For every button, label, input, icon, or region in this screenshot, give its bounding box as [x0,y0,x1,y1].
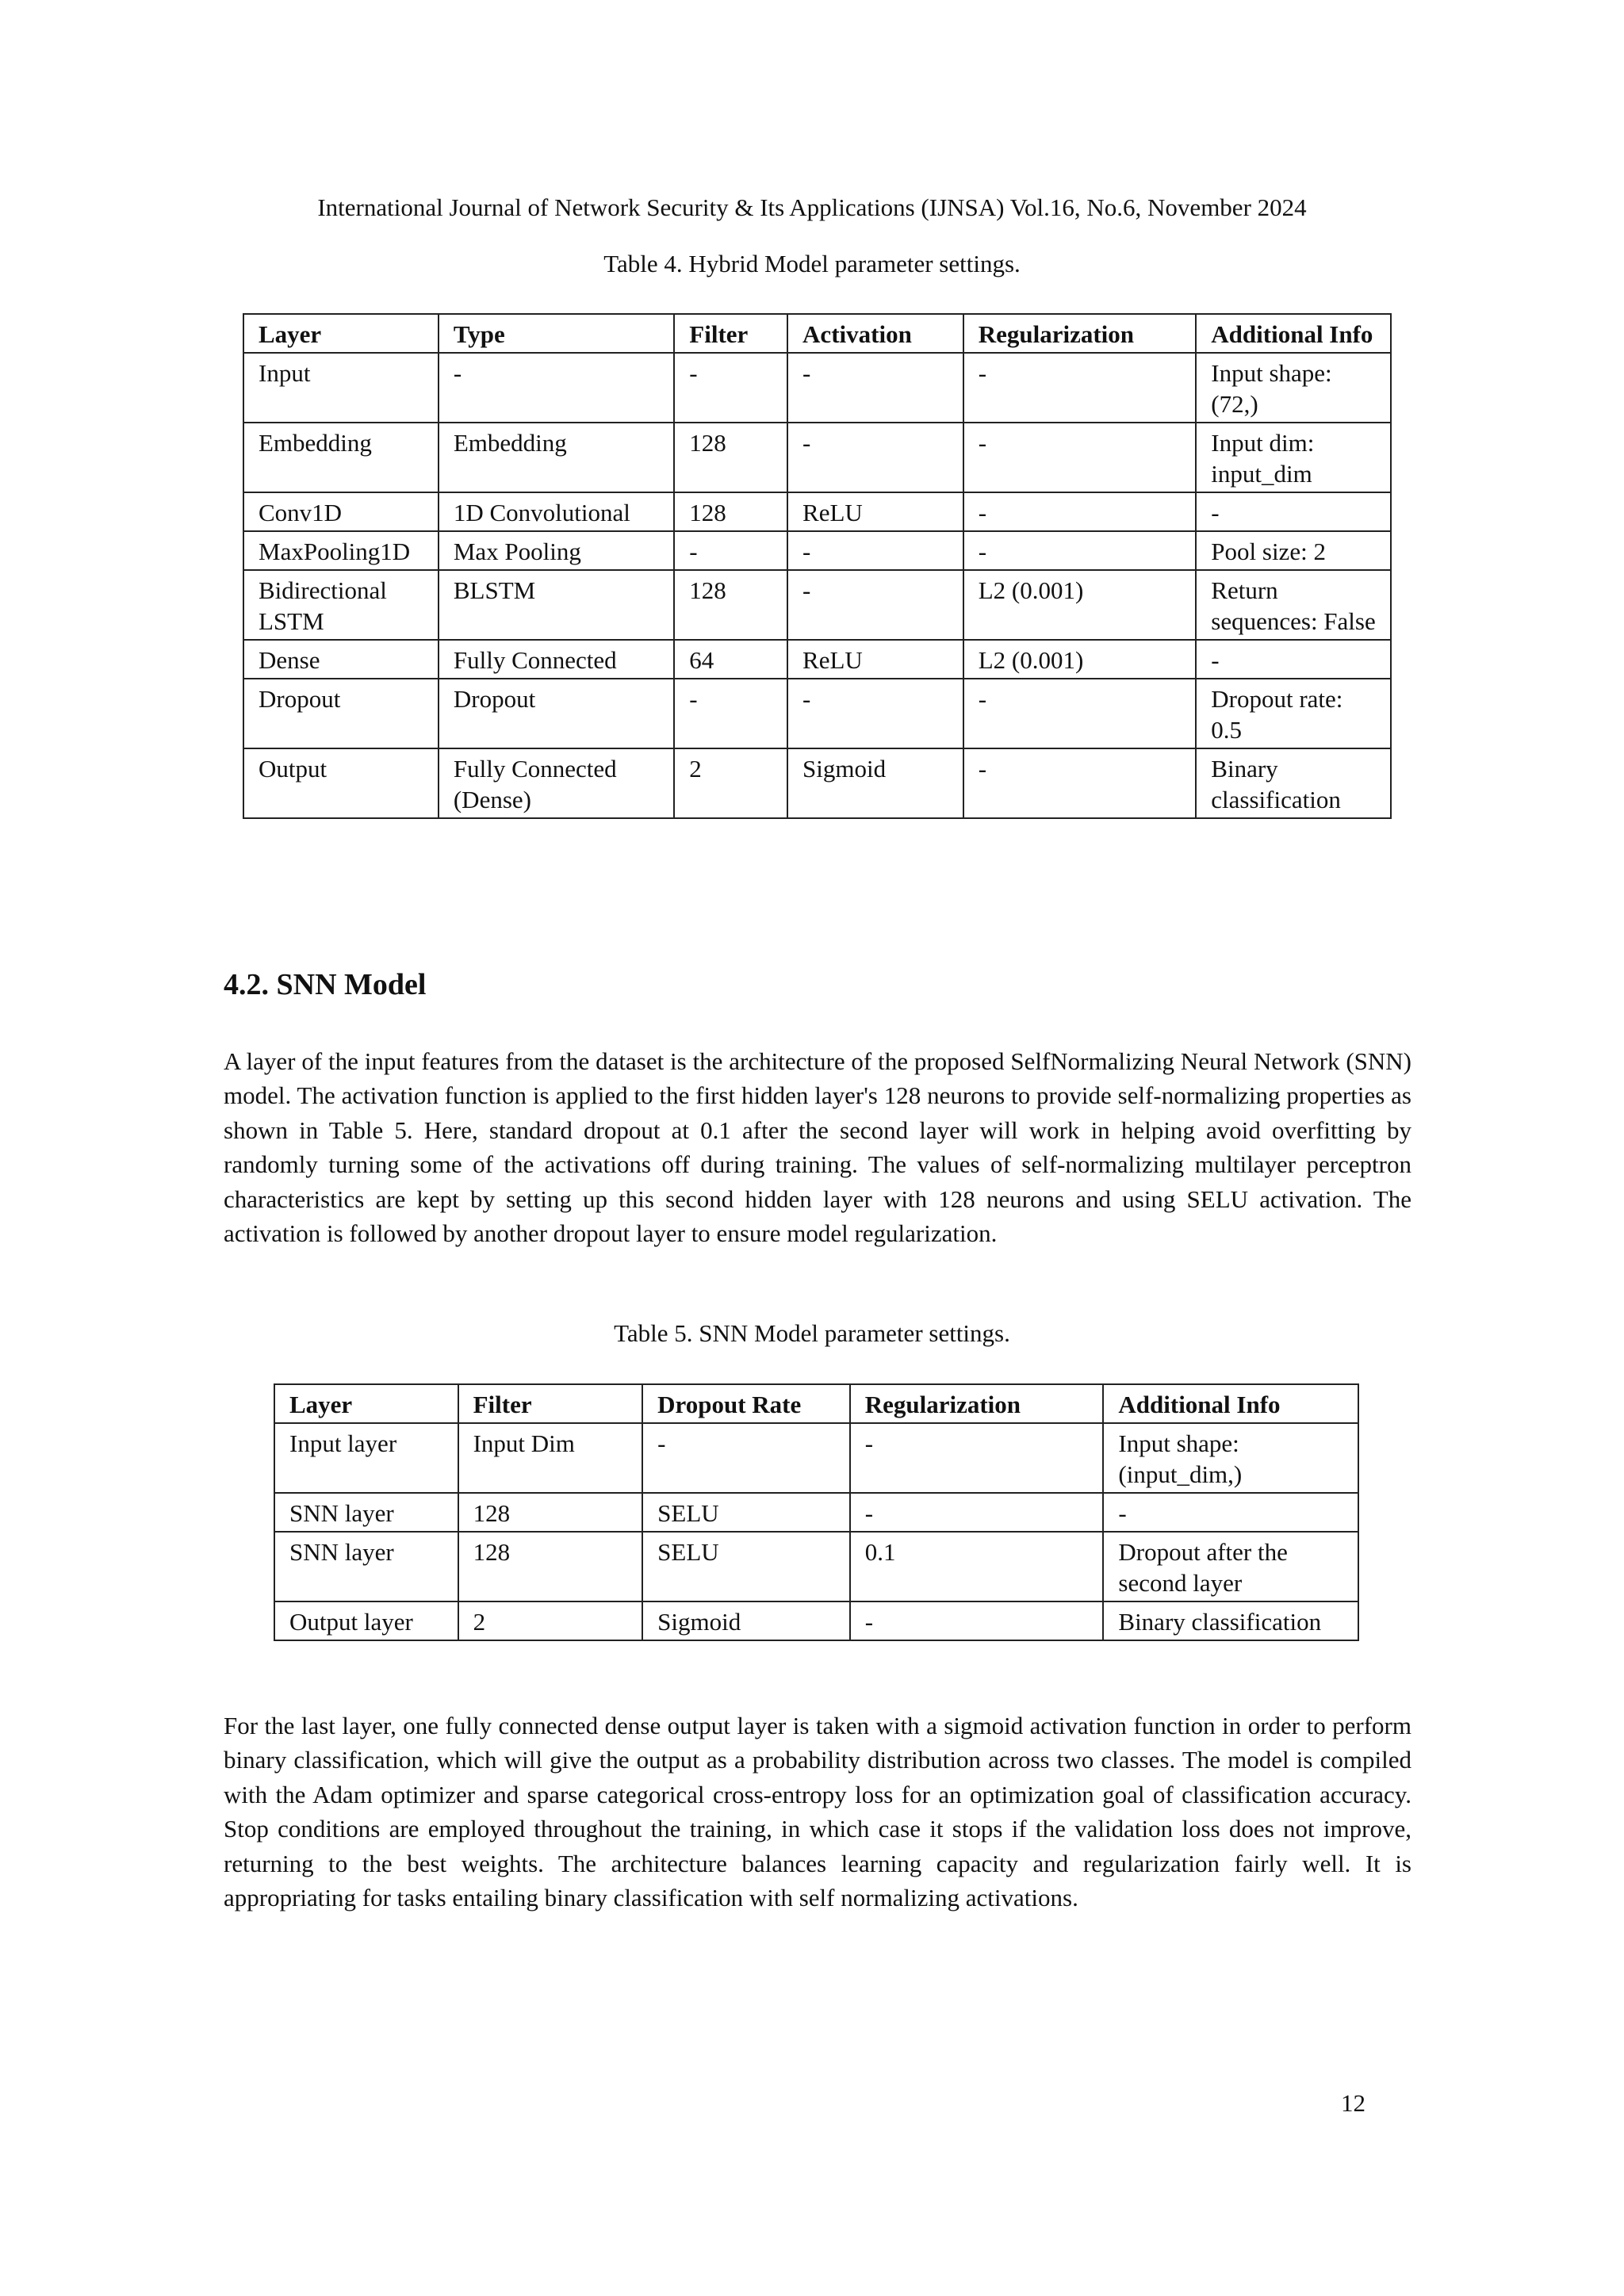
table-cell: Binary classification [1103,1601,1358,1640]
table-row [274,1532,1358,1601]
table-row [274,1601,1358,1640]
table-cell: Input shape: (input_dim,) [1103,1423,1358,1493]
table-cell: - [439,353,674,423]
table-cell: Dropout [243,679,439,748]
table-cell: Sigmoid [642,1601,850,1640]
table-cell: - [963,748,1197,818]
column-header: Activation [787,314,963,353]
table-row [243,353,1391,423]
table-cell: Pool size: 2 [1196,531,1391,570]
table-cell: - [1196,640,1391,679]
table-cell: 64 [674,640,787,679]
table-cell: Input dim: input_dim [1196,423,1391,492]
table-cell: SNN layer [274,1532,458,1601]
column-header: Layer [243,314,439,353]
table-cell: 128 [674,570,787,640]
table-cell: 128 [458,1493,643,1532]
table-cell: - [850,1423,1104,1493]
table-cell: Dense [243,640,439,679]
table-cell: Embedding [243,423,439,492]
hybrid-model-parameter-table [243,313,1392,819]
column-header: Additional Info [1196,314,1391,353]
column-header: Regularization [850,1384,1104,1423]
table-cell: - [674,531,787,570]
snn-model-parameter-table [274,1383,1359,1641]
table-cell: - [787,353,963,423]
table-cell: Fully Connected (Dense) [439,748,674,818]
table-header-row [274,1384,1358,1423]
column-header: Layer [274,1384,458,1423]
table-cell: L2 (0.001) [963,570,1197,640]
table-cell: - [674,353,787,423]
table-cell: Input layer [274,1423,458,1493]
table-cell: Input Dim [458,1423,643,1493]
table-cell: SELU [642,1532,850,1601]
column-header: Filter [458,1384,643,1423]
table-row [243,492,1391,531]
column-header: Additional Info [1103,1384,1358,1423]
table-cell: - [963,492,1197,531]
table-cell: Dropout after the second layer [1103,1532,1358,1601]
table-cell: Return sequences: False [1196,570,1391,640]
table-cell: BLSTM [439,570,674,640]
table-cell: Bidirectional LSTM [243,570,439,640]
table-cell: ReLU [787,640,963,679]
table-row [243,531,1391,570]
table-cell: Binary classification [1196,748,1391,818]
table-cell: Fully Connected [439,640,674,679]
table-row [243,570,1391,640]
table-cell: - [674,679,787,748]
table-cell: Embedding [439,423,674,492]
table-cell: Input [243,353,439,423]
page-number: 12 [1341,2089,1365,2117]
table-row [274,1423,1358,1493]
table-4-caption: Table 4. Hybrid Model parameter settings. [603,250,1021,277]
table-row [243,748,1391,818]
table-cell: Max Pooling [439,531,674,570]
table-cell: Input shape: (72,) [1196,353,1391,423]
table-cell: Output [243,748,439,818]
column-header: Type [439,314,674,353]
table-cell: - [787,570,963,640]
table-row [243,640,1391,679]
table-cell: - [963,353,1197,423]
table-row [243,679,1391,748]
table-cell: SNN layer [274,1493,458,1532]
running-header: International Journal of Network Security & Its Applications (IJNSA) Vol.16, No.6, November 2024 [317,193,1307,221]
body-paragraph: For the last layer, one fully connected dense output layer is taken with a sigmoid activation function in order to perform binary classification, which will give the output as a probability distribution across two classes. The model is compiled with the Adam optimizer and sparse categorical cross-entropy loss for an optimization goal of classification accuracy. Stop conditions are employed throughout the training, in which case it stops if the validation loss does not improve, returning to the best weights. The architecture balances learning capacity and regularization fairly well. It is appropriating for tasks entailing binary classification with self normalizing activations. [224,1712,1411,1912]
table-cell: 2 [674,748,787,818]
table-cell: - [963,531,1197,570]
table-cell: - [1103,1493,1358,1532]
table-cell: Output layer [274,1601,458,1640]
table-cell: MaxPooling1D [243,531,439,570]
table-cell: 128 [674,423,787,492]
section-heading: 4.2. SNN Model [224,968,427,1001]
table-cell: - [787,423,963,492]
table-header-row [243,314,1391,353]
table-cell: 0.1 [850,1532,1104,1601]
table-cell: - [963,679,1197,748]
table-row [243,423,1391,492]
column-header: Filter [674,314,787,353]
table-cell: SELU [642,1493,850,1532]
table-cell: Dropout rate: 0.5 [1196,679,1391,748]
table-cell: ReLU [787,492,963,531]
table-cell: Sigmoid [787,748,963,818]
table-cell: - [1196,492,1391,531]
table-cell: - [850,1601,1104,1640]
table-cell: - [787,679,963,748]
table-cell: L2 (0.001) [963,640,1197,679]
table-cell: - [787,531,963,570]
table-cell: 2 [458,1601,643,1640]
table-cell: Conv1D [243,492,439,531]
table-cell: 128 [674,492,787,531]
body-paragraph: A layer of the input features from the dataset is the architecture of the proposed SelfNormalizing Neural Network (SNN) model. The activation function is applied to the first hidden layer's 128 neurons to provide self-normalizing properties as shown in Table 5. Here, standard dropout at 0.1 after the second layer will work in helping avoid overfitting by randomly turning some of the activations off during training. The values of self-normalizing multilayer perceptron characteristics are kept by setting up this second hidden layer with 128 neurons and using SELU activation. The activation is followed by another dropout layer to ensure model regularization. [224,1047,1411,1248]
table-cell: 1D Convolutional [439,492,674,531]
table-5-caption: Table 5. SNN Model parameter settings. [614,1319,1010,1347]
table-cell: - [963,423,1197,492]
table-cell: - [642,1423,850,1493]
table-cell: 128 [458,1532,643,1601]
table-cell: Dropout [439,679,674,748]
column-header: Dropout Rate [642,1384,850,1423]
table-row [274,1493,1358,1532]
column-header: Regularization [963,314,1197,353]
table-cell: - [850,1493,1104,1532]
